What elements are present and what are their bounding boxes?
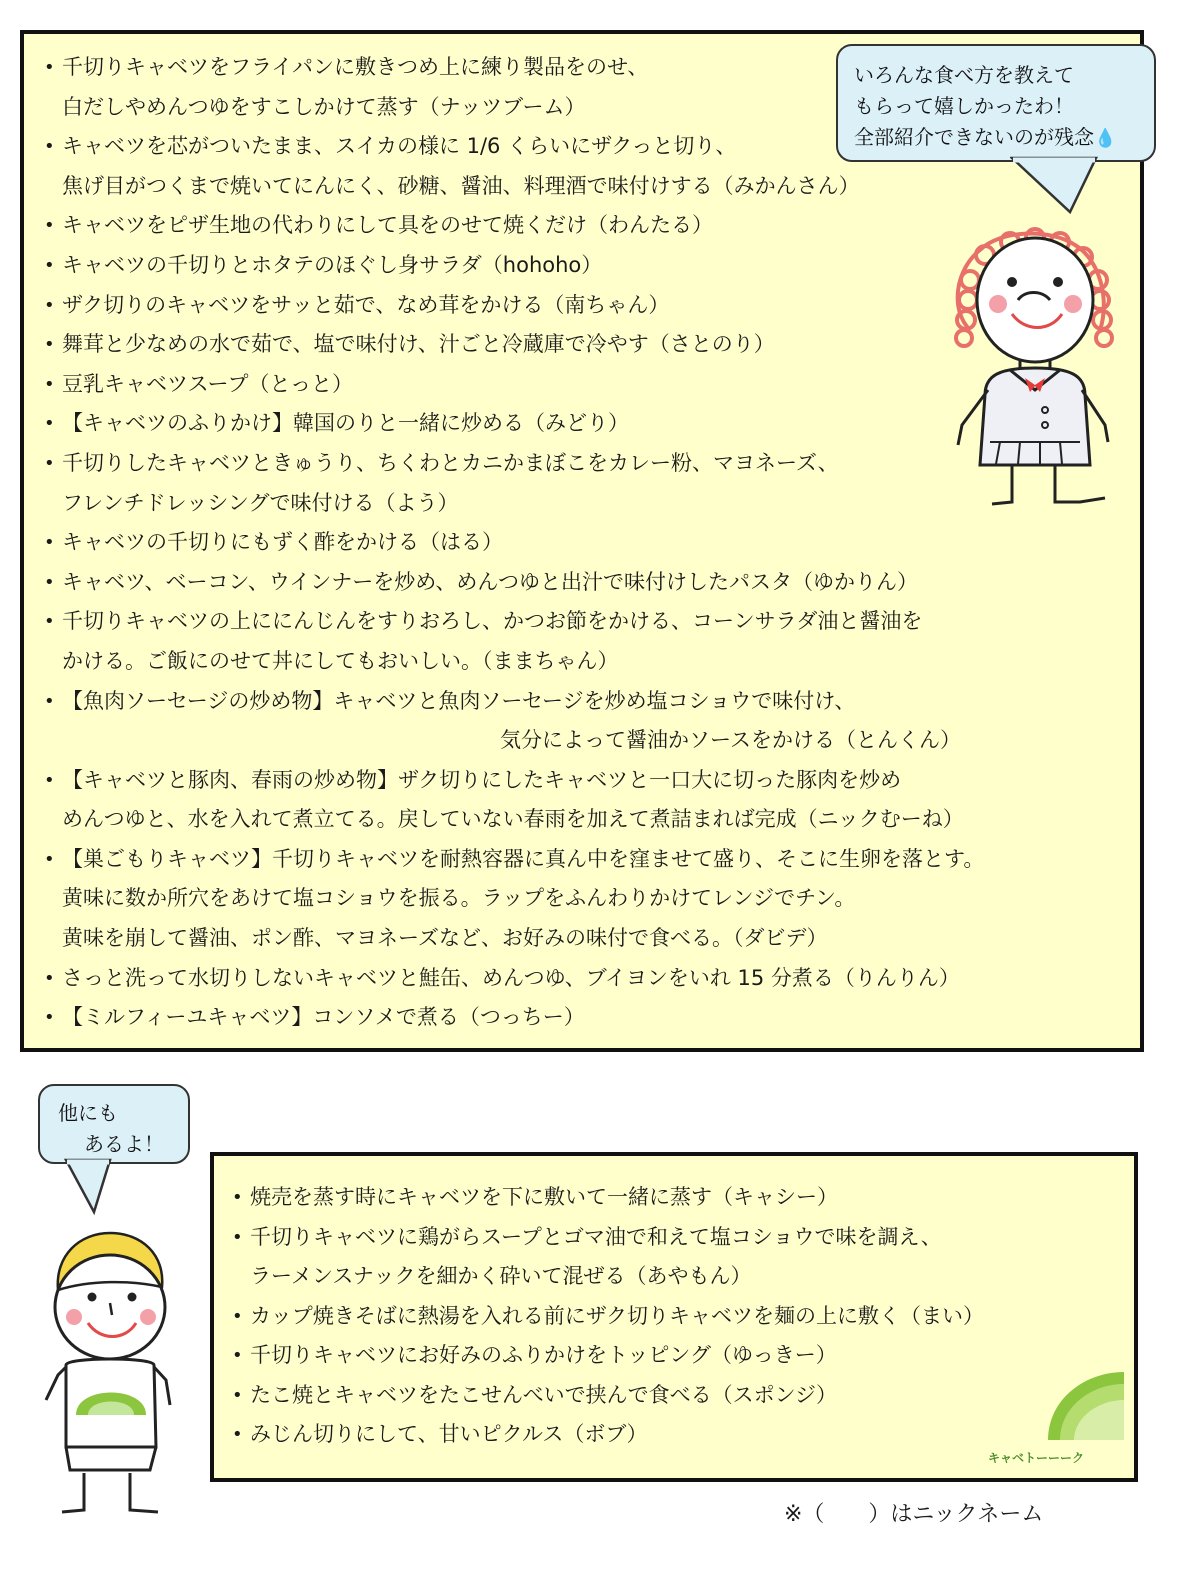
- list-item-line: • 千切りしたキャベツときゅうり、ちくわとカニかまぼこをカレー粉、マヨネーズ、: [62, 450, 839, 475]
- list-item-line: • 【巣ごもりキャベツ】千切りキャベツを耐熱容器に真ん中を窪ませて盛り、そこに生卵を落とす。: [62, 846, 985, 871]
- badge-label: キャベトーーーク: [988, 1451, 1085, 1465]
- list-item-line: 気分によって醤油かソースをかける（とんくん）: [500, 728, 961, 753]
- bubble-line: いろんな食べ方を教えて: [854, 63, 1074, 87]
- list-item-line: • キャベツの千切りにもずく酢をかける（はる）: [62, 530, 503, 555]
- sweat-drop-icon: 💧: [1094, 128, 1117, 149]
- list-item-line: • 千切りキャベツに鶏がらスープとゴマ油で和えて塩コショウで味を調え、: [250, 1224, 942, 1249]
- list-item-line: • キャベツの千切りとホタテのほぐし身サラダ（hohoho）: [62, 252, 603, 277]
- list-item-line: • キャベツ、ベーコン、ウインナーを炒め、めんつゆと出汁で味付けしたパスタ（ゆかりん）: [62, 569, 918, 594]
- list-item-line: かける。ご飯にのせて丼にしてもおいしい。（ままちゃん）: [62, 648, 619, 673]
- list-item-line: • 【ミルフィーユキャベツ】コンソメで煮る（つっちー）: [62, 1005, 585, 1030]
- list-item: [42, 563, 1142, 603]
- bubble-line: [854, 122, 1154, 154]
- list-item: [230, 1376, 1130, 1416]
- list-item-line: • さっと洗って水切りしないキャベツと鮭缶、めんつゆ、ブイヨンをいれ 15 分煮る（りんりん）: [62, 965, 960, 990]
- list-item: [230, 1178, 1130, 1218]
- speech-bubble-more: [38, 1084, 190, 1164]
- list-item-line: ラーメンスナックを細かく砕いて混ぜる（あやもん）: [250, 1264, 752, 1288]
- list-item-line: • 千切りキャベツにお好みのふりかけをトッピング（ゆっきー）: [250, 1343, 837, 1367]
- list-item-line: • 【キャベツのふりかけ】韓国のりと一緒に炒める（みどり）: [62, 411, 629, 436]
- list-item-line: • 千切りキャベツの上ににんじんをすりおろし、かつお節をかける、コーンサラダ油と醤油を: [62, 609, 923, 634]
- recipe-list-main: [42, 48, 1142, 1038]
- list-item-line: • 舞茸と少なめの水で茹で、塩で味付け、汁ごと冷蔵庫で冷やす（さとのり）: [62, 332, 775, 357]
- list-item: [230, 1336, 1130, 1376]
- list-item-line: • 【キャベツと豚肉、春雨の炒め物】ザク切りにしたキャベツと一口大に切った豚肉を炒め: [62, 767, 902, 792]
- list-item-line: • 豆乳キャベツスープ（とっと）: [62, 371, 354, 396]
- bubble-line: あるよ！: [84, 1132, 164, 1156]
- list-item-line: 黄味に数か所穴をあけて塩コショウを振る。ラップをふんわりかけてレンジでチン。: [62, 886, 856, 911]
- list-item-line: • キャベツをピザ生地の代わりにして具をのせて焼くだけ（わんたる）: [62, 213, 713, 238]
- recipe-panel-more: [210, 1152, 1138, 1482]
- nickname-footnote: ※（ ）はニックネーム: [784, 1502, 1044, 1527]
- list-item: [230, 1218, 1130, 1297]
- list-item: [42, 761, 1142, 840]
- list-item-line: フレンチドレッシングで味付ける（よう）: [62, 490, 459, 515]
- list-item-line: • ザク切りのキャベツをサッと茹で、なめ茸をかける（南ちゃん）: [62, 292, 670, 317]
- list-item-line: 白だしやめんつゆをすこしかけて蒸す（ナッツブーム）: [62, 94, 586, 119]
- list-item: [42, 840, 1142, 959]
- recipe-list-more: [230, 1178, 1130, 1455]
- recipe-panel-main: [20, 30, 1144, 1052]
- list-item-line: • カップ焼きそばに熱湯を入れる前にザク切りキャベツを麺の上に敷く（まい）: [250, 1303, 984, 1328]
- cabbage-icon: [1044, 1370, 1126, 1442]
- list-item: [42, 959, 1142, 999]
- list-item: [42, 998, 1142, 1038]
- bubble-tail: [1010, 156, 1100, 216]
- list-item-line: • キャベツを芯がついたまま、スイカの様に 1/6 くらいにザクっと切り、: [62, 134, 737, 159]
- list-item-line: 黄味を崩して醤油、ポン酢、マヨネーズなど、お好みの味付で食べる。（ダビデ）: [62, 926, 828, 951]
- list-item-line: • 焼売を蒸す時にキャベツを下に敷いて一緒に蒸す（キャシー）: [250, 1185, 838, 1209]
- cabbage-girl-illustration: [940, 220, 1130, 520]
- list-item-line: • たこ焼とキャベツをたこせんべいで挟んで食べる（スポンジ）: [250, 1382, 838, 1407]
- list-item-line: • 【魚肉ソーセージの炒め物】キャベツと魚肉ソーセージを炒め塩コショウで味付け、: [62, 688, 856, 713]
- bubble-line: もらって嬉しかったわ！: [854, 94, 1074, 118]
- list-item: [230, 1297, 1130, 1337]
- list-item-line: • みじん切りにして、甘いピクルス（ボブ）: [250, 1422, 648, 1446]
- bubble-line: 他にも: [58, 1101, 118, 1125]
- cabbage-boy-illustration: [30, 1225, 190, 1525]
- bubble-line-text: 全部紹介できないのが残念: [854, 125, 1094, 149]
- list-item-line: • 千切りキャベツをフライパンに敷きつめ上に練り製品をのせ、: [62, 55, 649, 79]
- bubble-tail-small: [64, 1158, 114, 1216]
- list-item-line: 焦げ目がつくまで焼いてにんにく、砂糖、醤油、料理酒で味付けする（みかんさん）: [62, 173, 860, 198]
- list-item-line: めんつゆと、水を入れて煮立てる。戻していない春雨を加えて煮詰まれば完成（ニックむーね）: [62, 807, 964, 832]
- list-item: [42, 523, 1142, 563]
- speech-bubble-main: [836, 44, 1156, 162]
- list-item: [42, 682, 1142, 761]
- list-item: [42, 602, 1142, 681]
